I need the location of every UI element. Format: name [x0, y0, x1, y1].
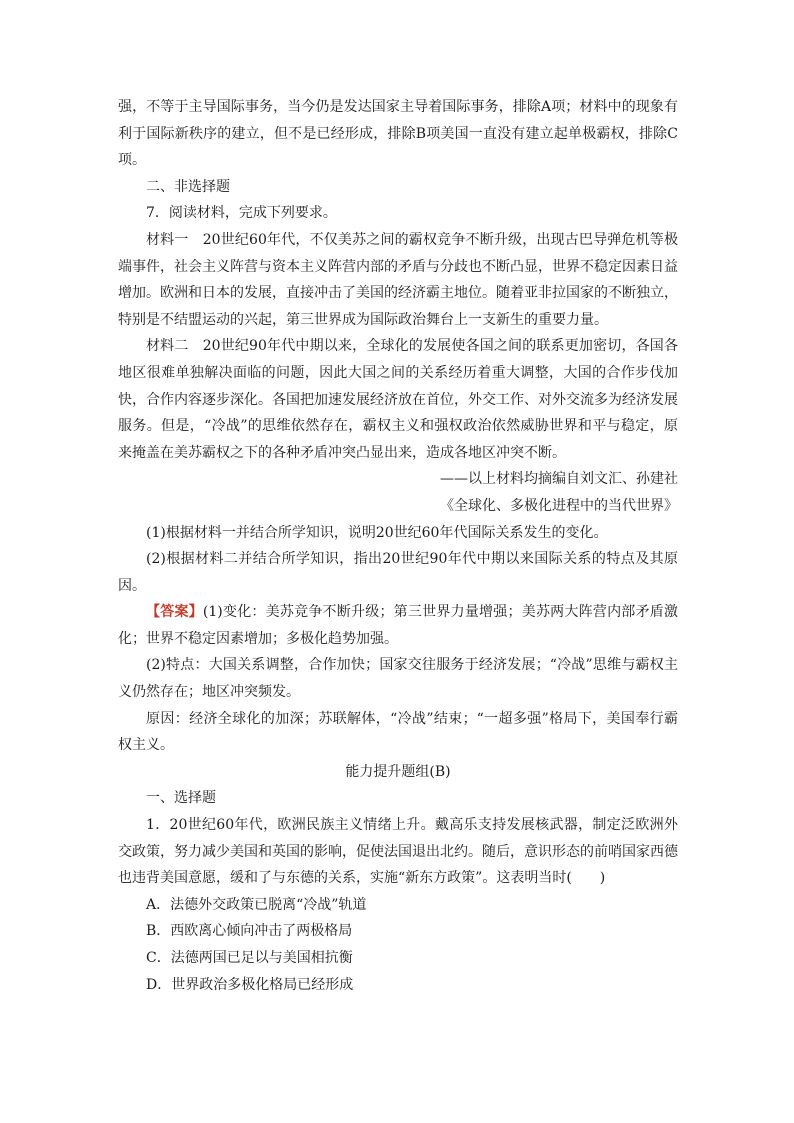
answer-part-1: (1)变化：美苏竞争不断升级；第三世界力量增强；美苏两大阵营内部矛盾激化；世界不稳定因素增加；多极化趋势加强。 — [118, 604, 678, 647]
question-1-stem: 1．20世纪60年代，欧洲民族主义情绪上升。戴高乐支持发展核武器，制定泛欧洲外交政策，努力减少美国和英国的影响，促使法国退出北约。随后，意识形态的前哨国家西德也违背美国意愿，缓和了与东德的关系，实施“新东方政策”。这表明当时( ) — [118, 817, 678, 887]
material-one: 材料一 20世纪60年代，不仅美苏之间的霸权竞争不断升级，出现古巴导弹危机等极端事件，社会主义阵营与资本主义阵营内部的矛盾与分歧也不断凸显，世界不稳定因素日益增加。欧洲和日本的发展，直接冲击了美国的经济霸主地位。随着亚非拉国家的不断独立，特别是不结盟运动的兴起，第三世界成为国际政治舞台上一支新生的重要力量。 — [118, 231, 678, 328]
answer-part-2-features: (2)特点：大国关系调整，合作加快；国家交往服务于经济发展；“冷战”思维与霸权主义仍然存在；地区冲突频发。 — [118, 657, 678, 701]
section-heading-nonchoice: 二、非选择题 — [146, 178, 230, 195]
question-7-part-1: (1)根据材料一并结合所学知识，说明20世纪60年代国际关系发生的变化。 — [146, 524, 608, 541]
source-attribution-authors: ——以上材料均摘编自刘文汇、孙建社 — [440, 471, 678, 488]
section-heading-choice: 一、选择题 — [146, 790, 216, 807]
source-attribution-book: 《全球化、多极化进程中的当代世界》 — [440, 497, 678, 514]
option-c: C．法德两国已足以与美国相抗衡 — [146, 950, 353, 966]
material-two: 材料二 20世纪90年代中期以来，全球化的发展使各国之间的联系更加密切，各国各地区很难单独解决面临的问题，因此大国之间的关系经历着重大调整，大国的合作步伐加快，合作内容逐步深化。各国把加速发展经济放在首位，外交工作、对外交流多为经济发展服务。但是，“冷战”的思维依然存在，霸权主义和强权政治依然威胁世界和平与稳定，原来掩盖在美苏霸权之下的各种矛盾冲突凸显出来，造成各地区冲突不断。 — [118, 338, 678, 461]
answer-block — [118, 599, 678, 652]
group-title: 能力提升题组(B) — [345, 763, 451, 780]
option-a: A．法德外交政策已脱离“冷战”轨道 — [146, 896, 367, 913]
question-7-part-2: (2)根据材料二并结合所学知识，指出20世纪90年代中期以来国际关系的特点及其原因。 — [118, 551, 678, 594]
question-7-stem: 7．阅读材料，完成下列要求。 — [146, 205, 337, 222]
option-d: D．世界政治多极化格局已经形成 — [146, 976, 354, 993]
document-content — [118, 94, 678, 998]
answer-label: 【答案】 — [146, 604, 203, 621]
option-b: B．西欧离心倾向冲击了两极格局 — [146, 923, 353, 940]
prev-explanation: 强，不等于主导国际事务，当今仍是发达国家主导着国际事务，排除A项；材料中的现象有利于国际新秩序的建立，但不是已经形成，排除B项美国一直没有建立起单极霸权，排除C项。 — [118, 99, 678, 169]
answer-part-2-reasons: 原因：经济全球化的加深；苏联解体，“冷战”结束；“一超多强”格局下，美国奉行霸权主义。 — [118, 710, 678, 754]
